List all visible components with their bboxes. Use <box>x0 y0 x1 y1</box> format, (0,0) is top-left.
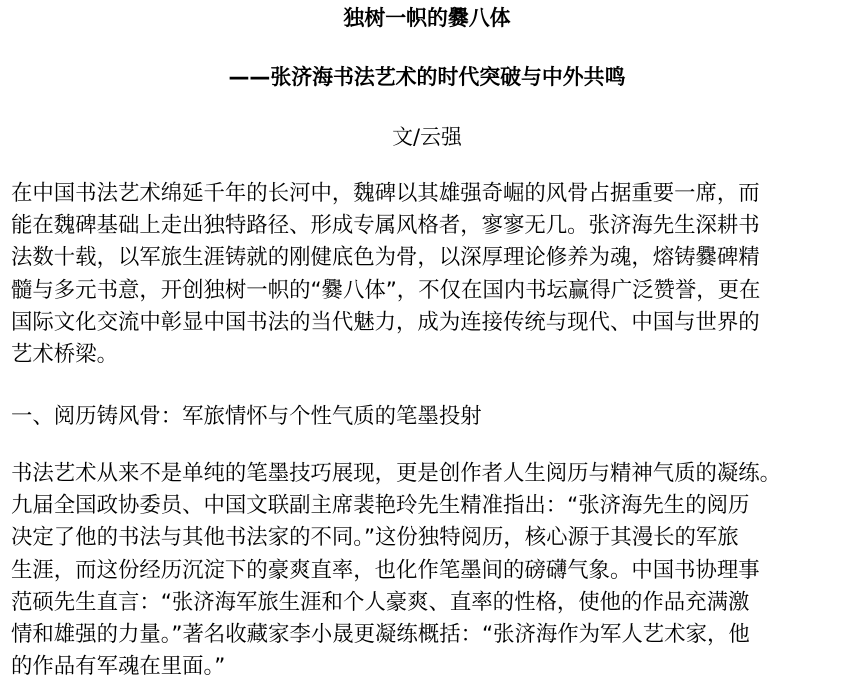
paragraph-line: 能在魏碑基础上走出独特路径、形成专属风格者，寥寥无几。张济海先生深耕书 <box>11 213 760 238</box>
paragraph-line: 生涯，而这份经历沉淀下的豪爽直率，也化作笔墨间的磅礴气象。中国书协理事 <box>11 558 760 583</box>
paragraph-line: 书法艺术从来不是单纯的笔墨技巧展现，更是创作者人生阅历与精神气质的凝练。 <box>11 461 782 486</box>
paragraph-line: 艺术桥梁。 <box>11 342 118 367</box>
document-subtitle: ——张济海书法艺术的时代突破与中外共鸣 <box>228 65 626 89</box>
paragraph-line: 髓与多元书意，开创独树一帜的“爨八体”，不仅在国内书坛赢得广泛赞誉，更在 <box>11 278 761 303</box>
paragraph-line: 九届全国政协委员、中国文联副主席裴艳玲先生精准指出：“张济海先生的阅历 <box>11 493 750 518</box>
paragraph-line: 范硕先生直言：“张济海军旅生涯和个人豪爽、直率的性格，使他的作品充满激 <box>11 590 750 615</box>
paragraph-line: 国际文化交流中彰显中国书法的当代魅力，成为连接传统与现代、中国与世界的 <box>11 310 760 335</box>
paragraph-line: 决定了他的书法与其他书法家的不同。”这份独特阅历，核心源于其漫长的军旅 <box>11 525 739 550</box>
paragraph-line: 的作品有军魂在里面。” <box>11 654 226 679</box>
paragraph-line: 法数十载，以军旅生涯铸就的刚健底色为骨，以深厚理论修养为魂，熔铸爨碑精 <box>11 245 760 270</box>
paragraph-line: 情和雄强的力量。”著名收藏家李小晟更凝练概括：“张济海作为军人艺术家，他 <box>11 622 750 647</box>
author-byline: 文/云强 <box>392 125 462 149</box>
paragraph-line: 在中国书法艺术绵延千年的长河中，魏碑以其雄强奇崛的风骨占据重要一席，而 <box>11 181 760 206</box>
document-title: 独树一帜的爨八体 <box>343 6 511 30</box>
section-heading: 一、阅历铸风骨：军旅情怀与个性气质的笔墨投射 <box>11 404 482 429</box>
